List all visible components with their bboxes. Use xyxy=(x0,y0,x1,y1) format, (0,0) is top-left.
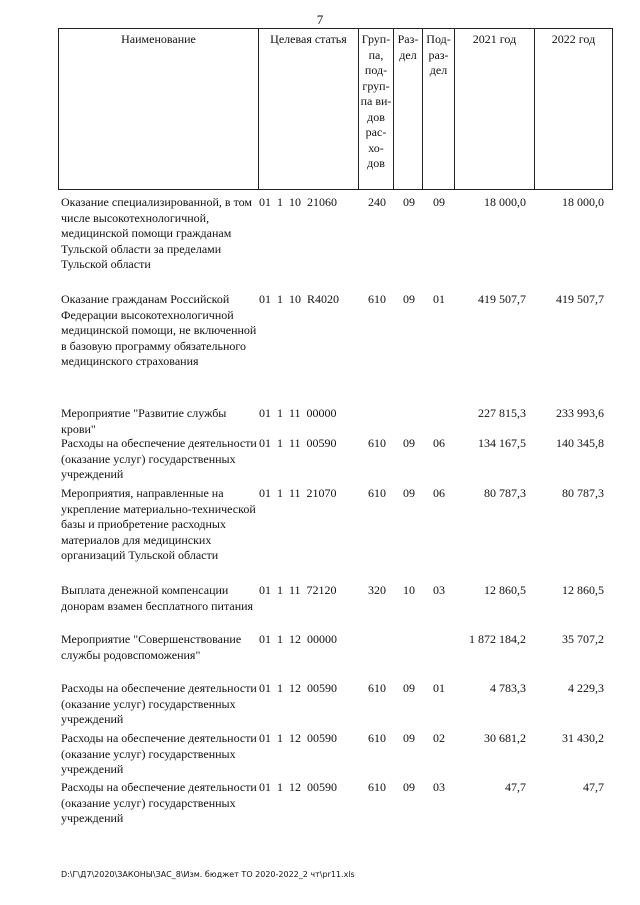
row-2021: 134 167,5 xyxy=(478,436,526,450)
row-section: 10 xyxy=(403,583,415,597)
row-code: 01 1 11 00590 xyxy=(259,436,337,450)
row-section: 09 xyxy=(403,292,415,306)
row-code: 01 1 12 00000 xyxy=(259,632,337,646)
row-2022: 80 787,3 xyxy=(562,486,604,500)
row-group: 320 xyxy=(368,583,386,597)
row-group: 610 xyxy=(368,486,386,500)
row-group: 240 xyxy=(368,195,386,209)
row-subsection: 01 xyxy=(433,292,445,306)
row-2021: 47,7 xyxy=(505,780,526,794)
row-2021: 18 000,0 xyxy=(484,195,526,209)
row-group: 610 xyxy=(368,731,386,745)
header-2022: 2022 год xyxy=(551,32,596,46)
row-2022: 419 507,7 xyxy=(556,292,604,306)
header-section: Раз- дел xyxy=(394,29,423,189)
row-name: Мероприятие "Совершенствование службы родовспоможения" xyxy=(61,632,242,662)
row-section: 09 xyxy=(403,731,415,745)
row-code: 01 1 12 00590 xyxy=(259,681,337,695)
row-name: Расходы на обеспечение деятельности (оказание услуг) государственных учреждений xyxy=(61,780,257,825)
header-name: Наименование xyxy=(59,29,259,189)
header-2021: 2021 год xyxy=(455,29,535,189)
row-name: Оказание специализированной, в том числе высокотехнологичной, медицинской помощи гражданам Тульской области за пределами Тульской области xyxy=(61,195,253,271)
row-subsection: 02 xyxy=(433,731,445,745)
table-header xyxy=(58,28,613,190)
row-code: 01 1 12 00590 xyxy=(259,780,337,794)
row-name: Мероприятия, направленные на укрепление материально-технической базы и приобретение расходных материалов для медицинских организаций Тульской области xyxy=(61,486,256,562)
header-target: Целевая статья xyxy=(259,29,359,189)
row-code: 01 1 11 00000 xyxy=(259,406,337,420)
row-2022: 18 000,0 xyxy=(562,195,604,209)
row-2021: 4 783,3 xyxy=(490,681,526,695)
row-name: Оказание гражданам Российской Федерации высокотехнологичной медицинской помощи, не включенной в базовую программу обязательного медицинского страхования xyxy=(61,292,257,368)
row-2021: 12 860,5 xyxy=(484,583,526,597)
row-section: 09 xyxy=(403,486,415,500)
row-name: Расходы на обеспечение деятельности (оказание услуг) государственных учреждений xyxy=(61,436,257,481)
row-group: 610 xyxy=(368,780,386,794)
row-name: Мероприятие "Развитие службы крови" xyxy=(61,406,227,436)
row-subsection: 09 xyxy=(433,195,445,209)
row-subsection: 01 xyxy=(433,681,445,695)
row-subsection: 03 xyxy=(433,780,445,794)
row-name: Расходы на обеспечение деятельности (оказание услуг) государственных учреждений xyxy=(61,681,257,726)
row-code: 01 1 11 72120 xyxy=(259,583,337,597)
row-2021: 227 815,3 xyxy=(478,406,526,420)
row-2022: 31 430,2 xyxy=(562,731,604,745)
row-2021: 30 681,2 xyxy=(484,731,526,745)
row-group: 610 xyxy=(368,292,386,306)
row-2022: 35 707,2 xyxy=(562,632,604,646)
row-code: 01 1 12 00590 xyxy=(259,731,337,745)
row-subsection: 06 xyxy=(433,436,445,450)
row-2022: 12 860,5 xyxy=(562,583,604,597)
row-subsection: 06 xyxy=(433,486,445,500)
row-code: 01 1 10 R4020 xyxy=(259,292,340,306)
row-2021: 1 872 184,2 xyxy=(469,632,526,646)
row-name: Выплата денежной компенсации донорам взамен бесплатного питания xyxy=(61,583,254,613)
row-2022: 233 993,6 xyxy=(556,406,604,420)
row-2021: 419 507,7 xyxy=(478,292,526,306)
row-code: 01 1 11 21070 xyxy=(259,486,337,500)
row-section: 09 xyxy=(403,780,415,794)
header-group: Груп- па, под- груп- па ви- дов рас- хо- дов xyxy=(359,29,394,189)
row-group: 610 xyxy=(368,681,386,695)
row-section: 09 xyxy=(403,436,415,450)
row-section: 09 xyxy=(403,681,415,695)
row-subsection: 03 xyxy=(433,583,445,597)
row-section: 09 xyxy=(403,195,415,209)
row-code: 01 1 10 21060 xyxy=(259,195,337,209)
row-2022: 4 229,3 xyxy=(568,681,604,695)
file-path-footer: D:\Г\Д7\2020\ЗАКОНЫ\ЗАС_8\Изм. бюджет ТО 2020-2022_2 чт\pr11.xls xyxy=(61,870,355,879)
page-number: 7 xyxy=(316,12,324,27)
row-2022: 140 345,8 xyxy=(556,436,604,450)
header-subsection: Под- раз- дел xyxy=(423,29,455,189)
row-group: 610 xyxy=(368,436,386,450)
row-2021: 80 787,3 xyxy=(484,486,526,500)
row-2022: 47,7 xyxy=(583,780,604,794)
row-name: Расходы на обеспечение деятельности (оказание услуг) государственных учреждений xyxy=(61,731,257,776)
